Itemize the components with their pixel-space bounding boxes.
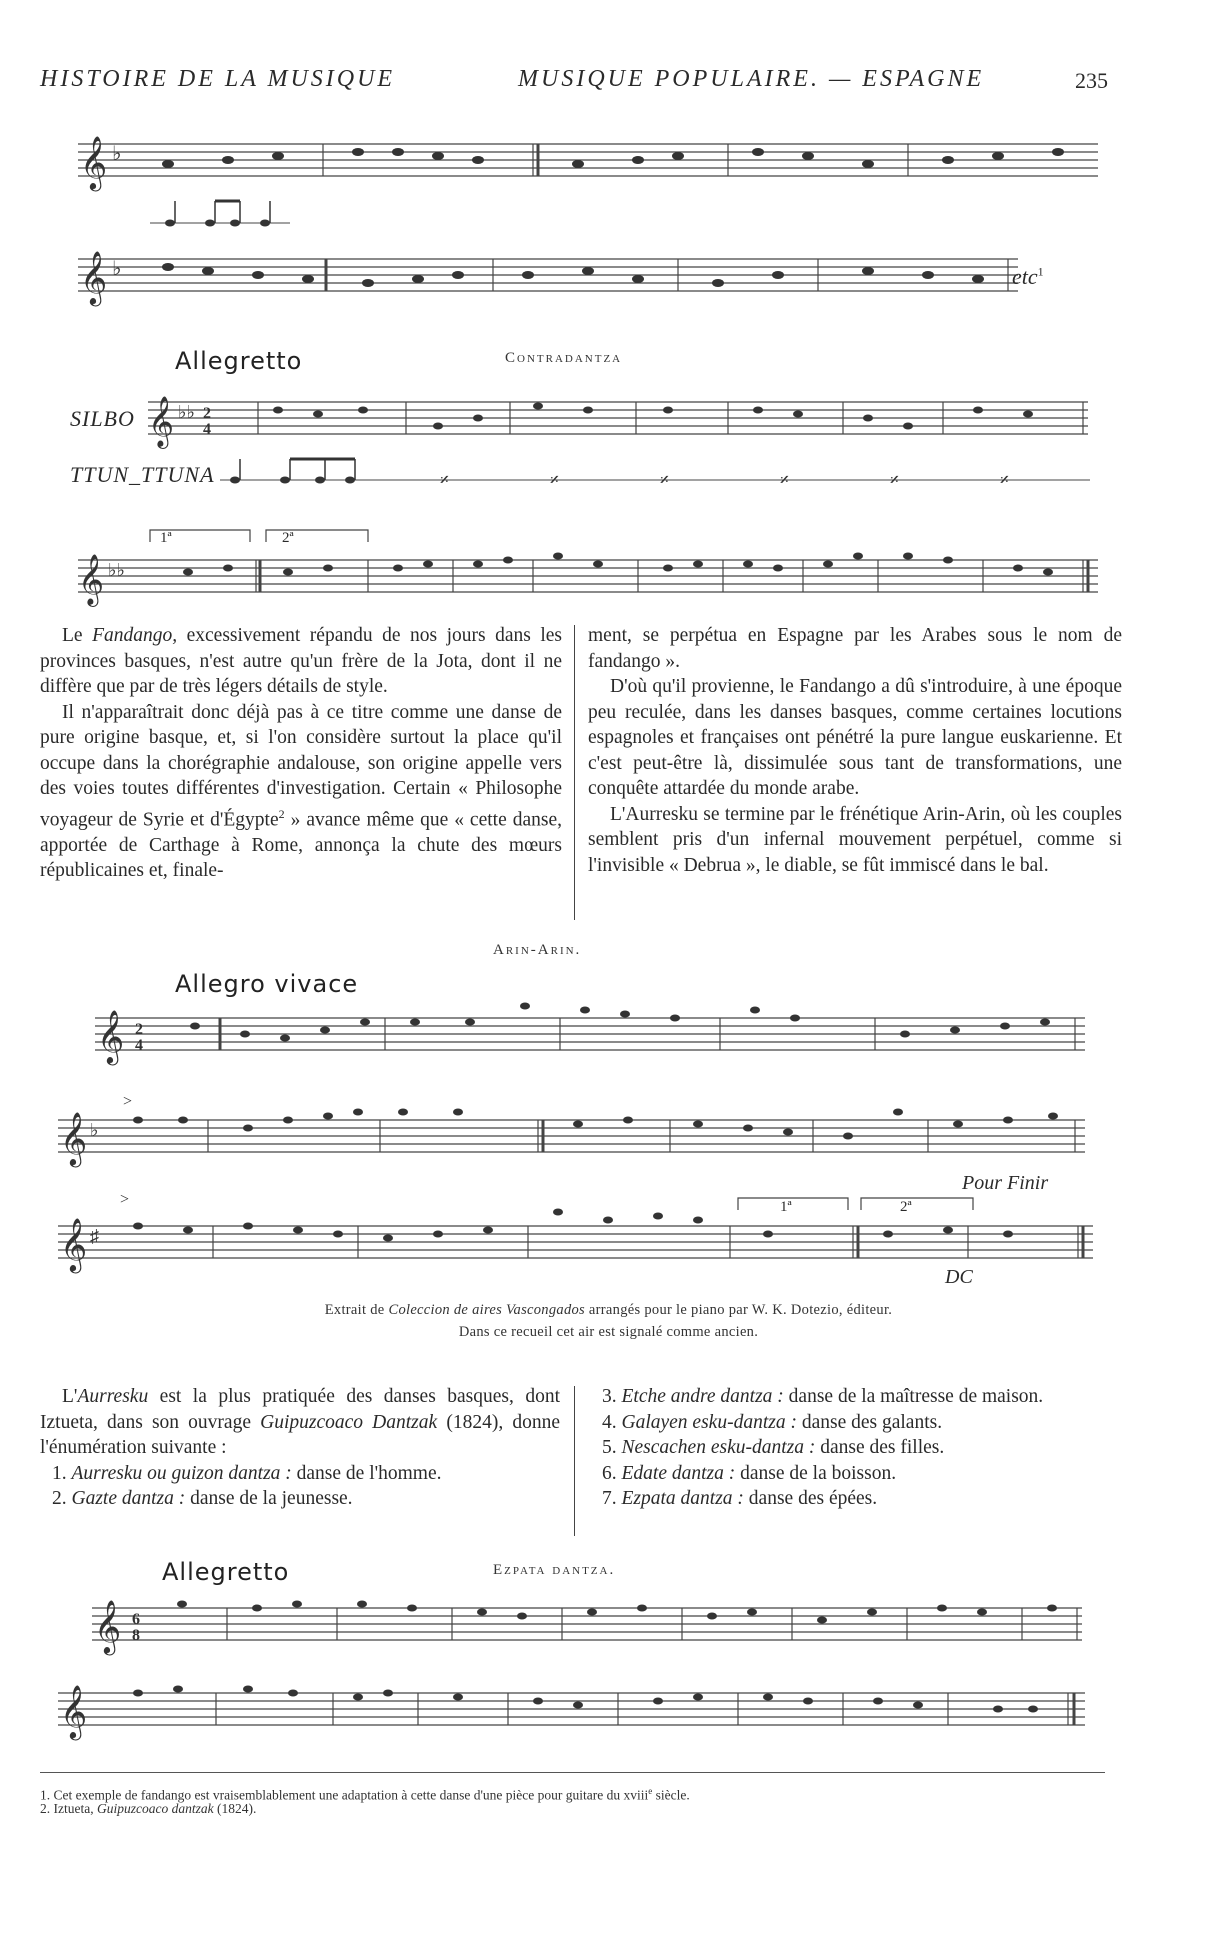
svg-text:𝄞: 𝄞: [148, 397, 175, 446]
fandango-staff-1: [78, 130, 1098, 200]
instrument-ttun-ttuna: TTUN_TTUNA: [70, 462, 215, 487]
dance-list-item: 6. Edate dantza : danse de la boisson.: [602, 1462, 897, 1484]
dc-marker: DC: [945, 1266, 973, 1288]
svg-text:4: 4: [135, 1037, 143, 1054]
aurresku-column-right: [590, 1384, 1125, 1512]
text-column-left: [40, 623, 562, 884]
page-number: 235: [1075, 68, 1108, 93]
svg-text:6: 6: [132, 1611, 140, 1628]
arin-arin-tempo: Allegro vivace: [175, 970, 359, 998]
svg-text:♭: ♭: [90, 1120, 99, 1140]
dance-list-item: 3. Etche andre dantza : danse de la maîtresse de maison.: [602, 1386, 1044, 1407]
svg-text:𝄞: 𝄞: [80, 252, 108, 303]
contradantza-staff-ttun-ttuna: [220, 455, 1090, 495]
dance-list-item: 2. Gazte dantza : danse de la jeunesse.: [52, 1488, 353, 1509]
svg-text:𝄞: 𝄞: [60, 1686, 88, 1737]
arin-arin-caption-1: Extrait de Coleccion de aires Vascongados arrangés pour le piano par W. K. Dotezio, éditeur.: [324, 1302, 893, 1318]
paragraph-origin: Il n'apparaîtrait donc déjà pas à ce titre comme une danse de pure origine basque, et, si l'on considère surtout la place qu'il occupe dans la chorégraphie andalouse, son origine appelle vers des voies toutes différentes d'investigation. Certain « Philosophe voyageur de Syrie et d'Égypte$^2$ » avance même que « cette danse, apportée de Carthage à Rome, annonça la chute des mœurs républicaines et, finale-: [40, 701, 562, 881]
footnote-1: 1. Cet exemple de fandango est vraisemblablement une adaptation à cette danse d'une pièce pour guitare du xviii$^e$ siècle.: [40, 1786, 690, 1803]
svg-text:♭♭: ♭♭: [178, 402, 195, 422]
dance-list-item: 5. Nescachen esku-dantza : danse des filles.: [602, 1437, 945, 1458]
column-divider: [574, 625, 575, 920]
svg-text:♯: ♯: [90, 1226, 99, 1246]
svg-text:𝄎: 𝄎: [550, 470, 559, 490]
svg-text:𝄞: 𝄞: [97, 1011, 125, 1062]
pour-finir-label: Pour Finir: [962, 1172, 1049, 1194]
column-divider-2: [574, 1386, 575, 1536]
instrument-silbo: SILBO: [70, 406, 135, 431]
arin-arin-staff-2: [58, 1090, 1085, 1170]
svg-text:4: 4: [203, 421, 211, 438]
svg-text:𝄎: 𝄎: [1000, 470, 1009, 490]
arin-arin-title: Arin-Arin.: [493, 942, 582, 958]
contradantza-title: Contradantza: [505, 350, 623, 366]
arin-arin-staff-1: [95, 1000, 1085, 1070]
svg-text:>: >: [123, 1093, 133, 1110]
ezpata-title: Ezpata dantza.: [493, 1562, 616, 1578]
svg-text:𝄎: 𝄎: [780, 470, 789, 490]
footnote-rule: [40, 1772, 1105, 1773]
fandango-rhythm: [150, 195, 290, 235]
svg-text:𝄎: 𝄎: [440, 470, 449, 490]
dance-list-item: 7. Ezpata dantza : danse des épées.: [602, 1488, 878, 1509]
paragraph-arin-arin: L'Aurresku se termine par le frénétique Arin-Arin, où les couples semblent pris d'un infernal mouvement perpétuel, comme si l'invisible « Debrua », le diable, se fût immiscé dans le bal.: [588, 803, 1122, 876]
svg-text:𝄞: 𝄞: [60, 1113, 88, 1164]
etc-marker: etc$^1$: [1012, 264, 1044, 289]
svg-text:2: 2: [135, 1021, 143, 1038]
arin-arin-staff-3: [58, 1190, 1093, 1270]
svg-text:𝄎: 𝄎: [890, 470, 899, 490]
fandango-staff-2: [78, 245, 1018, 315]
dance-list-item: 4. Galayen esku-dantza : danse des galants.: [602, 1411, 943, 1433]
svg-text:𝄎: 𝄎: [660, 470, 669, 490]
dance-list-item: 1. Aurresku ou guizon dantza : danse de l'homme.: [52, 1462, 442, 1484]
text-column-right: [588, 623, 1122, 878]
footnote-2: 2. Iztueta, Guipuzcoaco dantzak (1824).: [40, 1801, 257, 1816]
svg-text:>: >: [120, 1191, 130, 1208]
arin-arin-caption-2: Dans ce recueil cet air est signalé comme ancien.: [458, 1324, 759, 1340]
contradantza-staff-3: [78, 520, 1098, 604]
ezpata-staff-1: [92, 1590, 1082, 1660]
contradantza-staff-silbo: [148, 390, 1088, 455]
aurresku-column-left: [40, 1384, 560, 1512]
arin-arin-ending-2: 2ª: [900, 1199, 912, 1215]
svg-text:𝄞: 𝄞: [80, 137, 108, 188]
svg-text:8: 8: [132, 1627, 140, 1644]
svg-text:♭: ♭: [112, 143, 122, 165]
running-head-center: MUSIQUE POPULAIRE. — ESPAGNE: [518, 66, 985, 92]
svg-text:2: 2: [203, 405, 211, 422]
paragraph-fandango: Le Fandango, excessivement répandu de nos jours dans les provinces basques, n'est autre qu'un frère de la Jota, dont il ne diffère que par de très légers détails de style.: [40, 625, 562, 697]
svg-text:𝄞: 𝄞: [78, 555, 105, 604]
svg-text:𝄞: 𝄞: [94, 1601, 122, 1652]
paragraph-arabes: ment, se perpétua en Espagne par les Arabes sous le nom de fandango ».: [588, 625, 1122, 672]
contradantza-tempo: Allegretto: [175, 347, 303, 375]
ezpata-tempo: Allegretto: [162, 1558, 290, 1586]
arin-arin-ending-1: 1ª: [780, 1199, 792, 1215]
paragraph-provenance: D'où qu'il provienne, le Fandango a dû s'introduire, à une époque peu reculée, dans les danses basques, comme certaines locutions espagnoles et françaises ont pénétré la pure langue euskarienne. Et c'est peut-être là, dissimulée sous tant de transformations, une conquête attardée du monde arabe.: [588, 676, 1122, 799]
svg-text:𝄞: 𝄞: [60, 1219, 88, 1270]
running-head-left: HISTOIRE DE LA MUSIQUE: [40, 66, 396, 92]
svg-text:♭: ♭: [112, 258, 122, 280]
contradantza-ending-2: 2ª: [282, 530, 294, 546]
aurresku-intro: L'Aurresku est la plus pratiquée des danses basques, dont Iztueta, dans son ouvrage Guipuzcoaco Dantzak (1824), donne l'énumération suivante :: [40, 1386, 560, 1458]
ezpata-staff-2: [58, 1675, 1085, 1745]
svg-text:♭♭: ♭♭: [108, 560, 125, 580]
contradantza-ending-1: 1ª: [160, 530, 172, 546]
